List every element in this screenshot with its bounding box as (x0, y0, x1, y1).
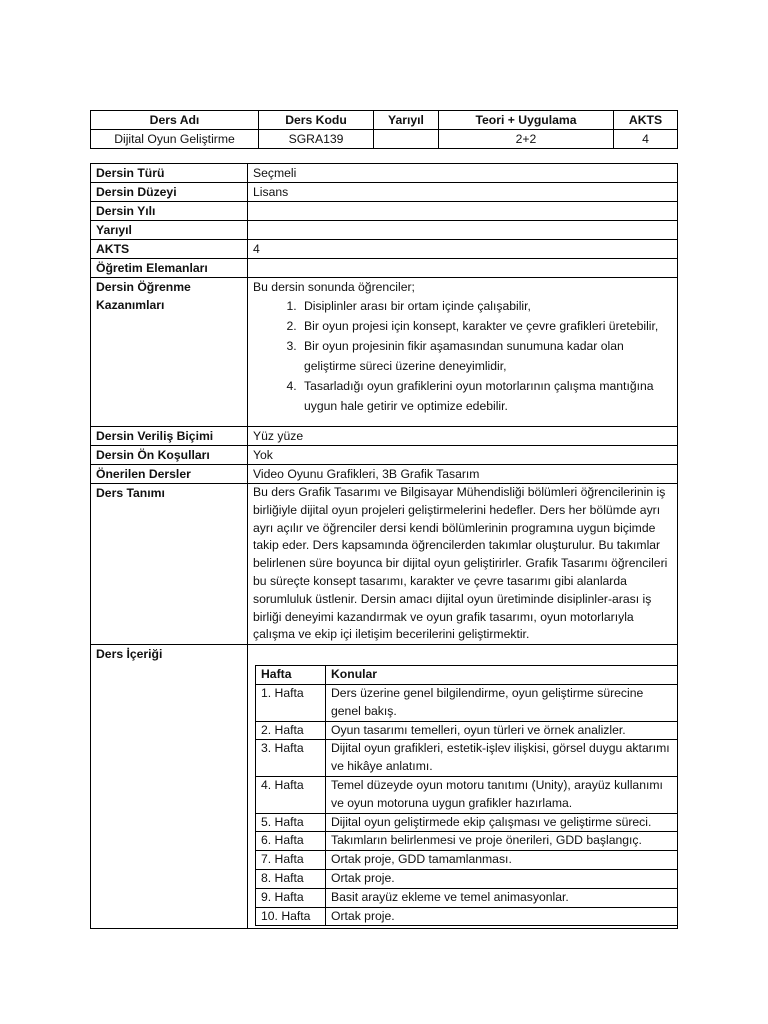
header-ders-adi: Ders Adı (91, 111, 259, 130)
label-icerik: Ders İçeriği (91, 645, 248, 929)
table-row (256, 888, 678, 907)
label-yariyil: Yarıyıl (91, 221, 248, 240)
header-yariyil: Yarıyıl (374, 111, 439, 130)
week-cell: 3. Hafta (256, 740, 326, 777)
topic-cell: Oyun tasarımı temelleri, oyun türleri ve örnek analizler. (326, 721, 678, 740)
table-row (256, 684, 678, 721)
value-akts: 4 (614, 130, 678, 149)
week-cell: 5. Hafta (256, 813, 326, 832)
value-elemanlar (248, 259, 678, 278)
row-elemanlar (91, 259, 678, 278)
table-row (256, 740, 678, 777)
row-yil (91, 202, 678, 221)
summary-table (90, 110, 678, 149)
course-details-table (90, 163, 678, 929)
table-row (256, 721, 678, 740)
header-ders-kodu: Ders Kodu (259, 111, 374, 130)
summary-header-row (91, 111, 678, 130)
row-akts (91, 240, 678, 259)
row-kazanimlar (91, 278, 678, 427)
kazanim-item: 3. Bir oyun projesinin fikir aşamasından sunumuna kadar olan geliştirme süreci üzerine deneyimlidir, (300, 336, 672, 376)
label-elemanlar: Öğretim Elemanları (91, 259, 248, 278)
label-tanim: Ders Tanımı (91, 484, 248, 645)
label-duzey: Dersin Düzeyi (91, 183, 248, 202)
kazanim-item: 2. Bir oyun projesi için konsept, karakter ve çevre grafikleri üretebilir, (300, 316, 672, 336)
topic-cell: Ortak proje, GDD tamamlanması. (326, 851, 678, 870)
week-cell: 8. Hafta (256, 869, 326, 888)
header-hafta: Hafta (256, 666, 326, 685)
row-onerilen (91, 465, 678, 484)
week-cell: 2. Hafta (256, 721, 326, 740)
row-icerik (91, 645, 678, 929)
topic-cell: Basit arayüz ekleme ve temel animasyonlar. (326, 888, 678, 907)
row-yariyil (91, 221, 678, 240)
value-yariyil-field (248, 221, 678, 240)
value-akts-field: 4 (248, 240, 678, 259)
topic-cell: Takımların belirlenmesi ve proje önerileri, GDD başlangıç. (326, 832, 678, 851)
weekly-topics-table (255, 665, 678, 926)
value-ders-adi: Dijital Oyun Geliştirme (91, 130, 259, 149)
topic-cell: Temel düzeyde oyun motoru tanıtımı (Unity), arayüz kullanımı ve oyun motoruna uygun grafikler hazırlama. (326, 776, 678, 813)
value-kazanimlar (248, 278, 678, 427)
week-cell: 9. Hafta (256, 888, 326, 907)
table-row (256, 907, 678, 926)
value-yariyil (374, 130, 439, 149)
value-ders-kodu: SGRA139 (259, 130, 374, 149)
week-cell: 1. Hafta (256, 684, 326, 721)
row-bicim (91, 427, 678, 446)
value-onerilen: Video Oyunu Grafikleri, 3B Grafik Tasarım (248, 465, 678, 484)
label-akts: AKTS (91, 240, 248, 259)
label-onerilen: Önerilen Dersler (91, 465, 248, 484)
weeks-header-row (256, 666, 678, 685)
table-row (256, 851, 678, 870)
header-akts: AKTS (614, 111, 678, 130)
topic-cell: Dijital oyun grafikleri, estetik-işlev ilişkisi, görsel duygu aktarımı ve hikâye anlatımı. (326, 740, 678, 777)
topic-cell: Dijital oyun geliştirmede ekip çalışması ve geliştirme süreci. (326, 813, 678, 832)
label-kazanimlar: Dersin Öğrenme Kazanımları (91, 278, 248, 427)
label-tur: Dersin Türü (91, 164, 248, 183)
value-duzey: Lisans (248, 183, 678, 202)
value-tur: Seçmeli (248, 164, 678, 183)
topic-cell: Ortak proje. (326, 907, 678, 926)
table-row (256, 869, 678, 888)
value-tanim: Bu ders Grafik Tasarımı ve Bilgisayar Mühendisliği bölümleri öğrencilerinin iş birliğiyle dijital oyun projeleri geliştirmelerini hedefler. Ders her bölümde ayrı ayrı açılır ve öğrenciler dersi kendi bölümlerinin programına uygun biçimde takip eder. Ders kapsamında öğrencilerden takımlar oluşturulur. Bu takımlar belirlenen süre boyunca bir dijital oyun geliştirirler. Grafik Tasarımı öğrencileri bu süreçte konsept tasarımı, karakter ve çevre tasarımı gibi alanlarda sorumluluk üstlenir. Dersin amacı dijital oyun üretiminde disiplinler-arası iş birliği deneyimi kazandırmak ve oyun grafik tasarımı, oyun motorlarıyla çalışma ve ekip içi iletişim becerilerini geliştirmektir. (248, 484, 678, 645)
kazanim-item: 1. Disiplinler arası bir ortam içinde çalışabilir, (300, 296, 672, 316)
topic-cell: Ortak proje. (326, 869, 678, 888)
topic-cell: Ders üzerine genel bilgilendirme, oyun geliştirme sürecine genel bakış. (326, 684, 678, 721)
row-tur (91, 164, 678, 183)
summary-value-row (91, 130, 678, 149)
week-cell: 10. Hafta (256, 907, 326, 926)
week-cell: 4. Hafta (256, 776, 326, 813)
value-teori-uygulama: 2+2 (439, 130, 614, 149)
value-bicim: Yüz yüze (248, 427, 678, 446)
week-cell: 6. Hafta (256, 832, 326, 851)
table-row (256, 776, 678, 813)
header-teori-uygulama: Teori + Uygulama (439, 111, 614, 130)
kazanimlar-intro: Bu dersin sonunda öğrenciler; (253, 280, 415, 294)
kazanimlar-list (253, 296, 672, 416)
week-cell: 7. Hafta (256, 851, 326, 870)
value-yil (248, 202, 678, 221)
label-bicim: Dersin Veriliş Biçimi (91, 427, 248, 446)
value-icerik (248, 645, 678, 929)
label-yil: Dersin Yılı (91, 202, 248, 221)
header-konular: Konular (326, 666, 678, 685)
row-onkosul (91, 446, 678, 465)
row-duzey (91, 183, 678, 202)
value-onkosul: Yok (248, 446, 678, 465)
row-tanim (91, 484, 678, 645)
kazanim-item: 4. Tasarladığı oyun grafiklerini oyun motorlarının çalışma mantığına uygun hale getirir ve optimize edebilir. (300, 376, 672, 416)
table-row (256, 813, 678, 832)
label-onkosul: Dersin Ön Koşulları (91, 446, 248, 465)
table-row (256, 832, 678, 851)
